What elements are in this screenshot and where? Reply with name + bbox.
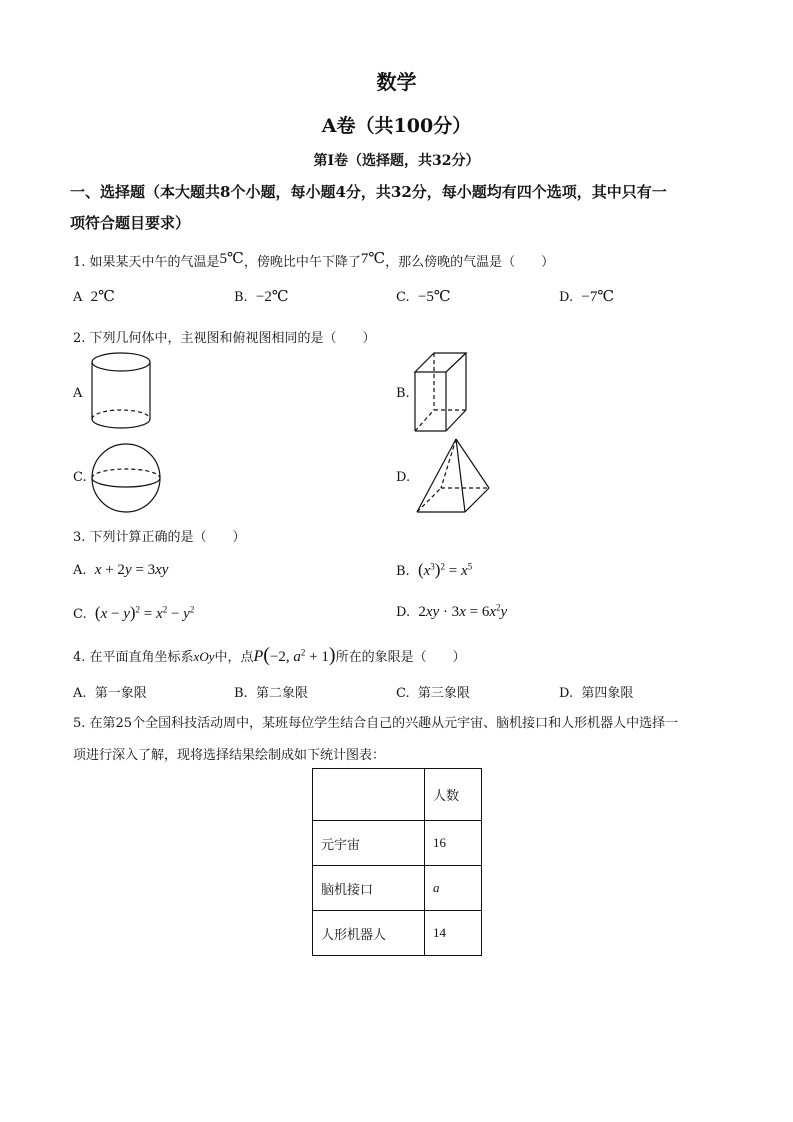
table-row [313,821,482,866]
question-1-option-d: D. −7℃ [559,289,615,305]
question-1-option-a: A 2℃ [73,289,115,305]
question-1-temp-noon: 5℃ [219,251,244,267]
question-4-text-a: 4. 在平面直角坐标系 [73,650,194,665]
question-5-line1: 5. 在第25个全国科技活动周中，某班每位学生结合自己的兴趣从元宇宙、脑机接口和人形机器人中选择一 [73,716,679,731]
pyramid-icon [414,436,492,516]
table-cell: 元宇宙 [313,821,425,866]
question-3-option-d: D. $2xy \cdot 3x = 6x^2y$ [396,602,508,620]
question-3-option-c: C. $(x - y)^2 = x^2 - y^2$ [73,603,195,622]
table-cell: 人形机器人 [313,911,425,956]
question-2-option-b-label: B. [396,386,410,401]
question-1-option-c: C. −5℃ [396,289,451,305]
question-4-option-c: C. 第三象限 [396,686,470,701]
question-4-option-d: D. 第四象限 [559,686,634,701]
table-cell: 16 [425,821,482,866]
question-2-option-a-label: A [73,386,83,401]
question-1-option-b: B. −2℃ [234,289,289,305]
table-cell: a [425,866,482,911]
page-title: 数学 [376,70,417,94]
sphere-icon [89,442,163,514]
question-1 [73,251,554,271]
table-header-cell [313,769,425,821]
section-heading-line2: 项符合题目要求） [70,214,191,232]
table-header-row [313,769,482,821]
question-4-text-b: 中，点 [214,650,254,665]
question-4-option-a: A. 第一象限 [73,686,147,701]
triangular-prism-icon [412,350,470,434]
question-1-text-a: 1. 如果某天中午的气温是 [73,255,220,270]
question-4-coord-system: xOy [193,649,215,664]
question-1-text-c: ，那么傍晚的气温是（ ） [385,255,555,270]
question-3-option-a: A. x + 2y = 3xy [73,562,169,578]
question-3-option-b: B. $(x^3)^2 = x^5$ [396,560,473,579]
table-header-cell: 人数 [425,769,482,821]
question-5-line2: 项进行深入了解，现将选择结果绘制成如下统计图表： [73,748,386,763]
question-2-option-c-label: C. [73,470,87,485]
table-row [313,911,482,956]
table-cell: 脑机接口 [313,866,425,911]
exam-subtitle: A卷（共100分） [321,115,472,137]
table-cell: 14 [425,911,482,956]
section-heading-line1: 一、选择题（本大题共8个小题，每小题4分，共32分，每小题均有四个选项，其中只有一 [70,183,667,201]
question-4: 4. 在平面直角坐标系xOy中，点P(−2, $a^2 + 1$)所在的象限是（ ） [73,644,466,666]
table-row [313,866,482,911]
cylinder-icon [88,350,154,432]
question-2-option-d-label: D. [396,470,411,485]
question-3: 3. 下列计算正确的是（ ） [73,530,246,545]
question-4-text-c: 所在的象限是（ ） [335,650,466,665]
question-1-text-b: ，傍晚比中午下降了 [243,255,361,270]
question-2: 2. 下列几何体中，主视图和俯视图相同的是（ ） [73,331,376,346]
question-4-option-b: B. 第二象限 [234,686,308,701]
part-title: 第I卷（选择题，共32分） [313,153,480,169]
stats-table [312,768,482,956]
question-1-temp-drop: 7℃ [360,251,386,267]
